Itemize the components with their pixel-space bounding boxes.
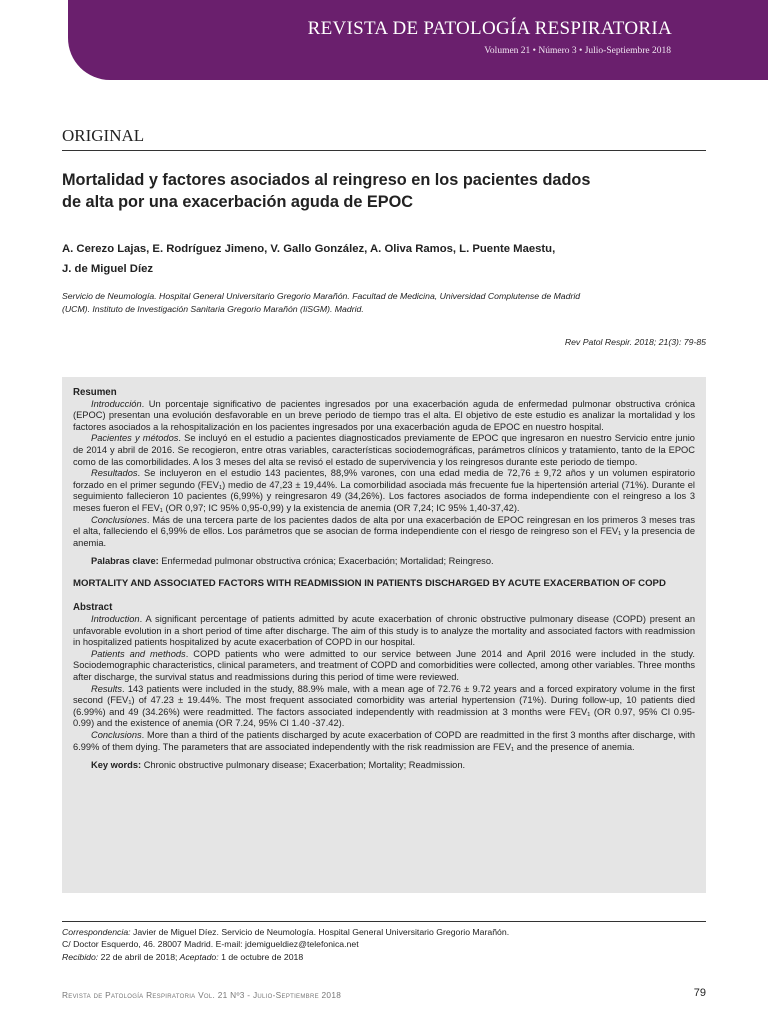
authors-line-2: J. de Miguel Díez <box>62 263 154 275</box>
accepted-label: Aceptado: <box>177 951 219 962</box>
abstract-box <box>62 377 706 893</box>
abstract-results-text: . 143 patients were included in the study, 88.9% male, with a mean age of 72.76 ± 9.72 years and a forced expiratory volume in the first second (FEV₁) of 47.23 ± 19.44%. The most frequent associated comorbidity was arterial hypertension (71%). During follow-up, 10 patients died (6.99%) and 49 (34.26%) were readmitted. The factors associated independently with readmission at 3 months were FEV₁ (OR 0.97, 95% CI 0.95-0.99) and the existence of anemia (OR 7.24, 95% CI 1.40 -37.42). <box>73 683 695 729</box>
english-title: MORTALITY AND ASSOCIATED FACTORS WITH READMISSION IN PATIENTS DISCHARGED BY ACUTE EXACERBATION OF COPD <box>73 577 666 589</box>
abstract-keywords-text: Chronic obstructive pulmonary disease; Exacerbation; Mortality; Readmission. <box>141 760 466 771</box>
resumen-results-text: . Se incluyeron en el estudio 143 pacientes, 88,9% varones, con una edad media de 72,76 ± 9,72 años y un volumen espiratorio forzado en el primer segundo (FEV₁) medio de 47,23 ± 19,44%. La comorbilidad asociada más frecuente fue la hipertensión arterial (71%). Durante el seguimiento fallecieron 10 pacientes (6,99%) y reingresaron 49 (34,26%). Los factores asociados de forma independiente con el reingreso a los 3 meses fueron el FEV₁ (OR 0,97; IC 95% 0,95-0,99) y la existencia de anemia (OR 7,24; IC 95% 1,40-37,42). <box>73 468 695 513</box>
section-label: ORIGINAL <box>62 126 145 145</box>
affiliation-line-2: (UCM). Instituto de Investigación Sanitaria Gregorio Marañón (IiSGM). Madrid. <box>62 304 364 314</box>
received-label: Recibido: <box>62 951 99 962</box>
resumen-keywords-label: Palabras clave: <box>91 556 159 567</box>
correspondence <box>62 926 712 963</box>
correspondence-line-2: C/ Doctor Esquerdo, 46. 28007 Madrid. E-mail: jdemigueldiez@telefonica.net <box>62 939 359 950</box>
correspondence-label: Correspondencia: <box>62 927 131 937</box>
resumen-methods <box>73 433 695 468</box>
resumen-intro-label: Introducción <box>91 398 142 409</box>
page-number: 79 <box>693 987 706 999</box>
authors-line-1: A. Cerezo Lajas, E. Rodríguez Jimeno, V. Gallo González, A. Oliva Ramos, L. Puente Maestu, <box>62 243 556 255</box>
article-title-line-2: de alta por una exacerbación aguda de EPOC <box>62 193 414 211</box>
affiliation <box>62 290 708 316</box>
abstract-intro-label: Introduction <box>91 614 140 624</box>
affiliation-line-1: Servicio de Neumología. Hospital General Universitario Gregorio Marañón. Facultad de Medicina, Universidad Complutense de Madrid <box>62 291 581 301</box>
resumen-keywords <box>73 556 695 568</box>
section-divider <box>62 150 706 151</box>
abstract-content <box>73 387 695 772</box>
correspondence-divider <box>62 921 706 922</box>
abstract-keywords-label: Key words: <box>91 760 142 771</box>
resumen-conclusions-label: Conclusiones <box>91 514 147 525</box>
journal-header-banner <box>68 0 768 80</box>
article-title-line-1: Mortalidad y factores asociados al reingreso en los pacientes dados <box>62 171 591 189</box>
article-title <box>62 169 702 213</box>
journal-title: REVISTA DE PATOLOGÍA RESPIRATORIA <box>307 18 672 39</box>
resumen-conclusions <box>73 515 695 550</box>
abstract-introduction <box>73 614 695 649</box>
accepted-date: 1 de octubre de 2018 <box>218 951 304 962</box>
resumen-introduction <box>73 399 695 434</box>
resumen-intro-text: . Un porcentaje significativo de pacientes ingresados por una exacerbación aguda de enfermedad pulmonar obstructiva crónica (EPOC) presentan una evolución desfavorable en un breve periodo de tiempo tras el alta. El objetivo de este estudio es analizar la mortalidad y los factores asociados a la rehospitalización en los pacientes ingresados por una exacerbación aguda de EPOC en nuestro hospital. <box>73 398 695 432</box>
correspondence-line-1: Javier de Miguel Díez. Servicio de Neumología. Hospital General Universitario Gregorio Marañón. <box>130 927 510 937</box>
resumen-heading: Resumen <box>73 387 117 398</box>
abstract-keywords <box>73 760 695 772</box>
resumen-conclusions-text: . Más de una tercera parte de los pacientes dados de alta por una exacerbación de EPOC reingresan en los primeros 3 meses tras el alta, falleciendo el 6,99% de ellos. Los parámetros que se asocian de forma independiente con el riesgo de reingreso son el FEV₁ y la presencia de anemia. <box>73 514 695 548</box>
journal-issue: Volumen 21 • Número 3 • Julio-Septiembre 2018 <box>484 46 671 56</box>
abstract-methods-label: Patients and methods <box>91 648 186 659</box>
citation: Rev Patol Respir. 2018; 21(3): 79-85 <box>564 337 706 347</box>
abstract-intro-text: . A significant percentage of patients admitted by acute exacerbation of chronic obstructive pulmonary disease (COPD) present an unfavorable evolution in a short period of time after discharge. The aim of this study is to analyze the mortality and associated factors with readmission in hospitalized patients hospitalized by acute exacerbation of COPD in our hospital. <box>73 614 695 648</box>
resumen-keywords-text: Enfermedad pulmonar obstructiva crónica; Exacerbación; Mortalidad; Reingreso. <box>158 556 494 567</box>
abstract-results <box>73 684 695 730</box>
resumen-methods-text: . Se incluyó en el estudio a pacientes diagnosticados previamente de EPOC que ingresaron en nuestro Servicio entre junio de 2014 y abril de 2016. Se recogieron, entre otras variables, características sociodemográficas, parámetros clínicos y tratamiento, tanto de la EPOC como de las comorbilidades. A los 3 meses del alta se revisó el estado de supervivencia y los reingresos durante este periodo de tiempo. <box>73 433 695 467</box>
resumen-results <box>73 468 695 514</box>
abstract-conclusions-text: . More than a third of the patients discharged by acute exacerbation of COPD are readmitted in the first 3 months after discharge, with 6.99% of them dying. The parameters that are associated independently with the risk readmission are FEV₁ and the presence of anemia. <box>73 729 695 752</box>
abstract-methods <box>73 649 695 684</box>
author-list <box>62 239 702 279</box>
abstract-heading: Abstract <box>73 602 113 614</box>
abstract-conclusions-label: Conclusions <box>91 729 142 740</box>
footer-journal-info: Revista de Patología Respiratoria Vol. 21 Nº3 - Julio-Septiembre 2018 <box>62 990 342 1000</box>
abstract-results-label: Results <box>91 683 123 694</box>
received-date: 22 de abril de 2018; <box>98 951 178 962</box>
resumen-results-label: Resultados <box>91 468 138 479</box>
abstract-conclusions <box>73 730 695 753</box>
resumen-methods-label: Pacientes y métodos <box>91 433 179 444</box>
abstract-methods-text: . COPD patients who were admitted to our service between June 2014 and April 2016 were included in the study. Sociodemographic characteristics, clinical parameters, and treatment of COPD and comorbidities were collected, among other variables. Three months after discharge, the survival status and readmissions during this period of time were reviewed. <box>73 648 695 682</box>
